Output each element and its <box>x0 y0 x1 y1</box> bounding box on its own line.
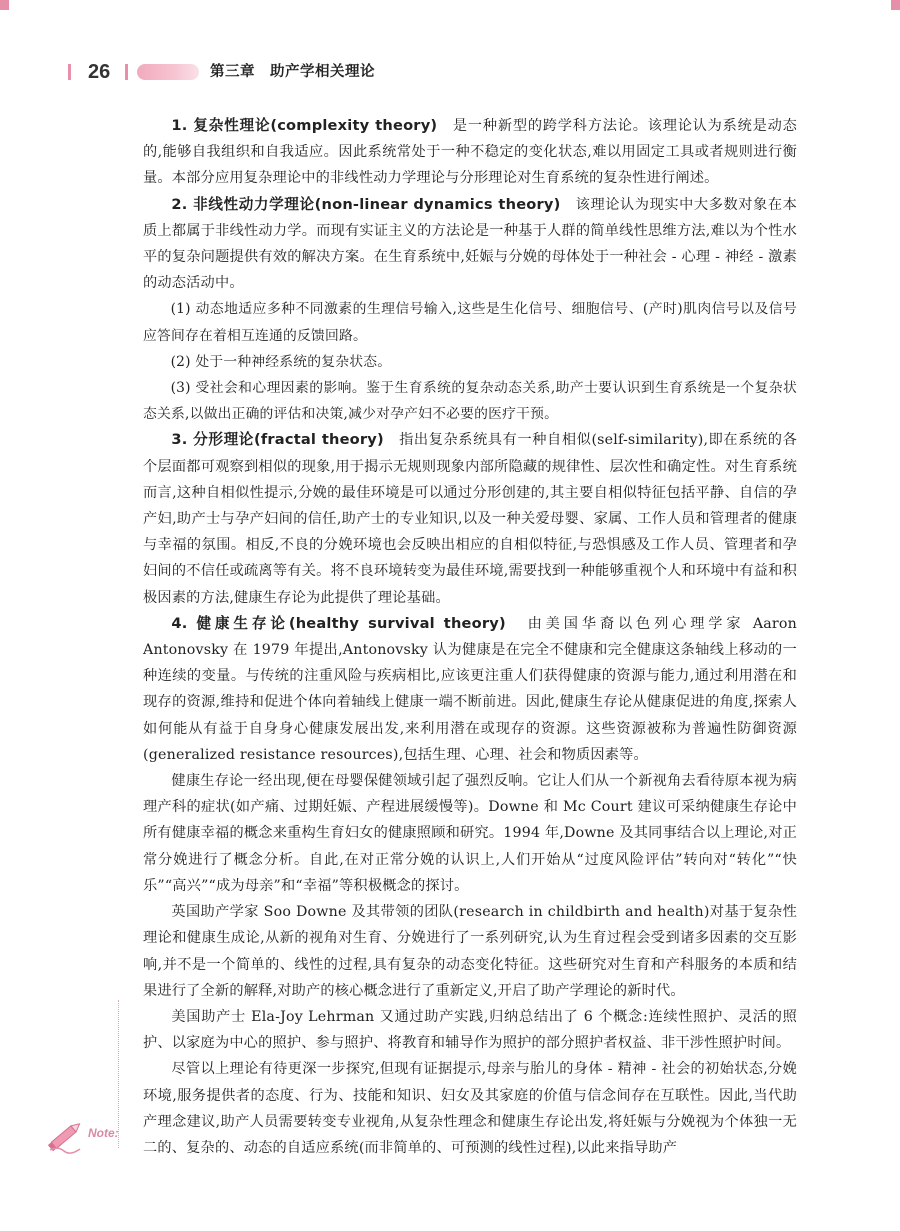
running-header <box>68 58 848 86</box>
paragraph-text: 该理论认为现实中大多数对象在本质上都属于非线性动力学。而现有实证主义的方法论是一种基于人群的简单线性思维方法,难以为个性水平的复杂问题提供有效的解决方案。在生育系统中,妊娠与分娩的母体处于一种社会 - 心理 - 神经 - 激素的动态活动中。 <box>143 196 797 292</box>
header-pill-decoration <box>137 64 199 80</box>
paragraph-healthy-survival <box>143 611 797 768</box>
paragraph-fractal-theory <box>143 427 797 610</box>
paragraph: 美国助产士 Ela-Joy Lehrman 又通过助产实践,归纳总结出了 6 个概念:连续性照护、灵活的照护、以家庭为中心的照护、参与照护、将教育和辅导作为照护的部分照护者权益、非干涉性照护时间。 <box>143 1008 797 1052</box>
corner-mark-right <box>891 0 900 10</box>
body-text <box>143 113 797 1161</box>
chapter-title: 第三章 助产学相关理论 <box>210 64 375 80</box>
page-number: 26 <box>88 61 111 83</box>
paragraph: 尽管以上理论有待更深一步探究,但现有证据提示,母亲与胎儿的身体 - 精神 - 社会的初始状态,分娩环境,服务提供者的态度、行为、技能和知识、妇女及其家庭的价值与信念间存在互联性。因此,当代助产理念建议,助产人员需要转变专业视角,从复杂性理念和健康生存论出发,将妊娠与分娩视为个体独一无二的、复杂的、动态的自适应系统(而非简单的、可预测的线性过程),以此来指导助产 <box>143 1061 797 1156</box>
list-item: (1) 动态地适应多种不同激素的生理信号输入,这些是生化信号、细胞信号、(产时)肌肉信号以及信号应答间存在着相互连通的反馈回路。 <box>143 301 797 344</box>
corner-mark-left <box>0 0 9 10</box>
list-item: (3) 受社会和心理因素的影响。鉴于生育系统的复杂动态关系,助产士要认识到生育系统是一个复杂状态关系,以做出正确的评估和决策,减少对孕产妇不必要的医疗干预。 <box>143 380 797 423</box>
section-heading: 4. 健康生存论(healthy survival theory) <box>171 614 506 632</box>
paragraph-nonlinear-dynamics <box>143 192 797 297</box>
paragraph: 英国助产学家 Soo Downe 及其带领的团队(research in childbirth and health)对基于复杂性理论和健康生成论,从新的视角对生育、分娩进行了一系列研究,认为生育过程会受到诸多因素的交互影响,并不是一个简单的、线性的过程,具有复杂的动态变化特征。这些研究对生育和产科服务的本质和结果进行了全新的解释,对助产的核心概念进行了重新定义,开启了助产学理论的新时代。 <box>143 904 797 999</box>
list-item: (2) 处于一种神经系统的复杂状态。 <box>170 353 392 370</box>
pencil-icon <box>44 1118 86 1154</box>
header-bar-decoration <box>125 64 128 80</box>
paragraph-text: 指出复杂系统具有一种自相似(self-similarity),即在系统的各个层面都可观察到相似的现象,用于揭示无规则现象内部所隐藏的规律性、层次性和确定性。对生育系统而言,这种自相似性提示,分娩的最佳环境是可以通过分形创建的,其主要自相似特征包括平静、自信的孕产妇,助产士与孕产妇间的信任,助产士的专业知识,以及一种关爱母婴、家属、工作人员和管理者的健康与幸福的氛围。相反,不良的分娩环境也会反映出相应的自相似特征,与恐惧感及工作人员、管理者和孕妇间的不信任或疏离等有关。将不良环境转变为最佳环境,需要找到一种能够重视个人和环境中有益和积极因素的方法,健康生存论为此提供了理论基础。 <box>143 432 797 606</box>
section-heading: 1. 复杂性理论(complexity theory) <box>171 117 438 134</box>
paragraph: 健康生存论一经出现,便在母婴保健领域引起了强烈反响。它让人们从一个新视角去看待原本视为病理产科的症状(如产痛、过期妊娠、产程进展缓慢等)。Downe 和 Mc Court 建议可采纳健康生存论中所有健康幸福的概念来重构生育妇女的健康照顾和研究。1994 年,Downe 及其同事结合以上理论,对正常分娩进行了概念分析。自此,在对正常分娩的认识上,人们开始从“过度风险评估”转向对“转化”“快乐”“高兴”“成为母亲”和“幸福”等积极概念的探讨。 <box>143 773 797 894</box>
section-heading: 3. 分形理论(fractal theory) <box>171 431 384 449</box>
paragraph-text: 由美国华裔以色列心理学家 Aaron Antonovsky 在 1979 年提出,Antonovsky 认为健康是在完全不健康和完全健康这条轴线上移动的一种连续的变量。与传统的注重风险与疾病相比,应该更注重人们获得健康的资源与能力,通过利用潜在和现存的资源,维持和促进个体向着轴线上健康一端不断前进。因此,健康生存论从健康促进的角度,探索人如何能从有益于自身身心健康发展出发,来利用潜在或现存的资源。这些资源被称为普遍性防御资源(generalized resistance resources),包括生理、心理、社会和物质因素等。 <box>143 615 797 763</box>
paragraph-complexity-theory <box>143 113 797 192</box>
note-label: Note: <box>88 1126 119 1140</box>
section-heading: 2. 非线性动力学理论(non-linear dynamics theory) <box>171 195 561 213</box>
paragraph-text: 是一种新型的跨学科方法论。该理论认为系统是动态的,能够自我组织和自我适应。因此系统常处于一种不稳定的变化状态,难以用固定工具或者规则进行衡量。本部分应用复杂理论中的非线性动力学理论与分形理论对生育系统的复杂性进行阐述。 <box>143 118 797 187</box>
header-bar-decoration <box>68 64 71 80</box>
